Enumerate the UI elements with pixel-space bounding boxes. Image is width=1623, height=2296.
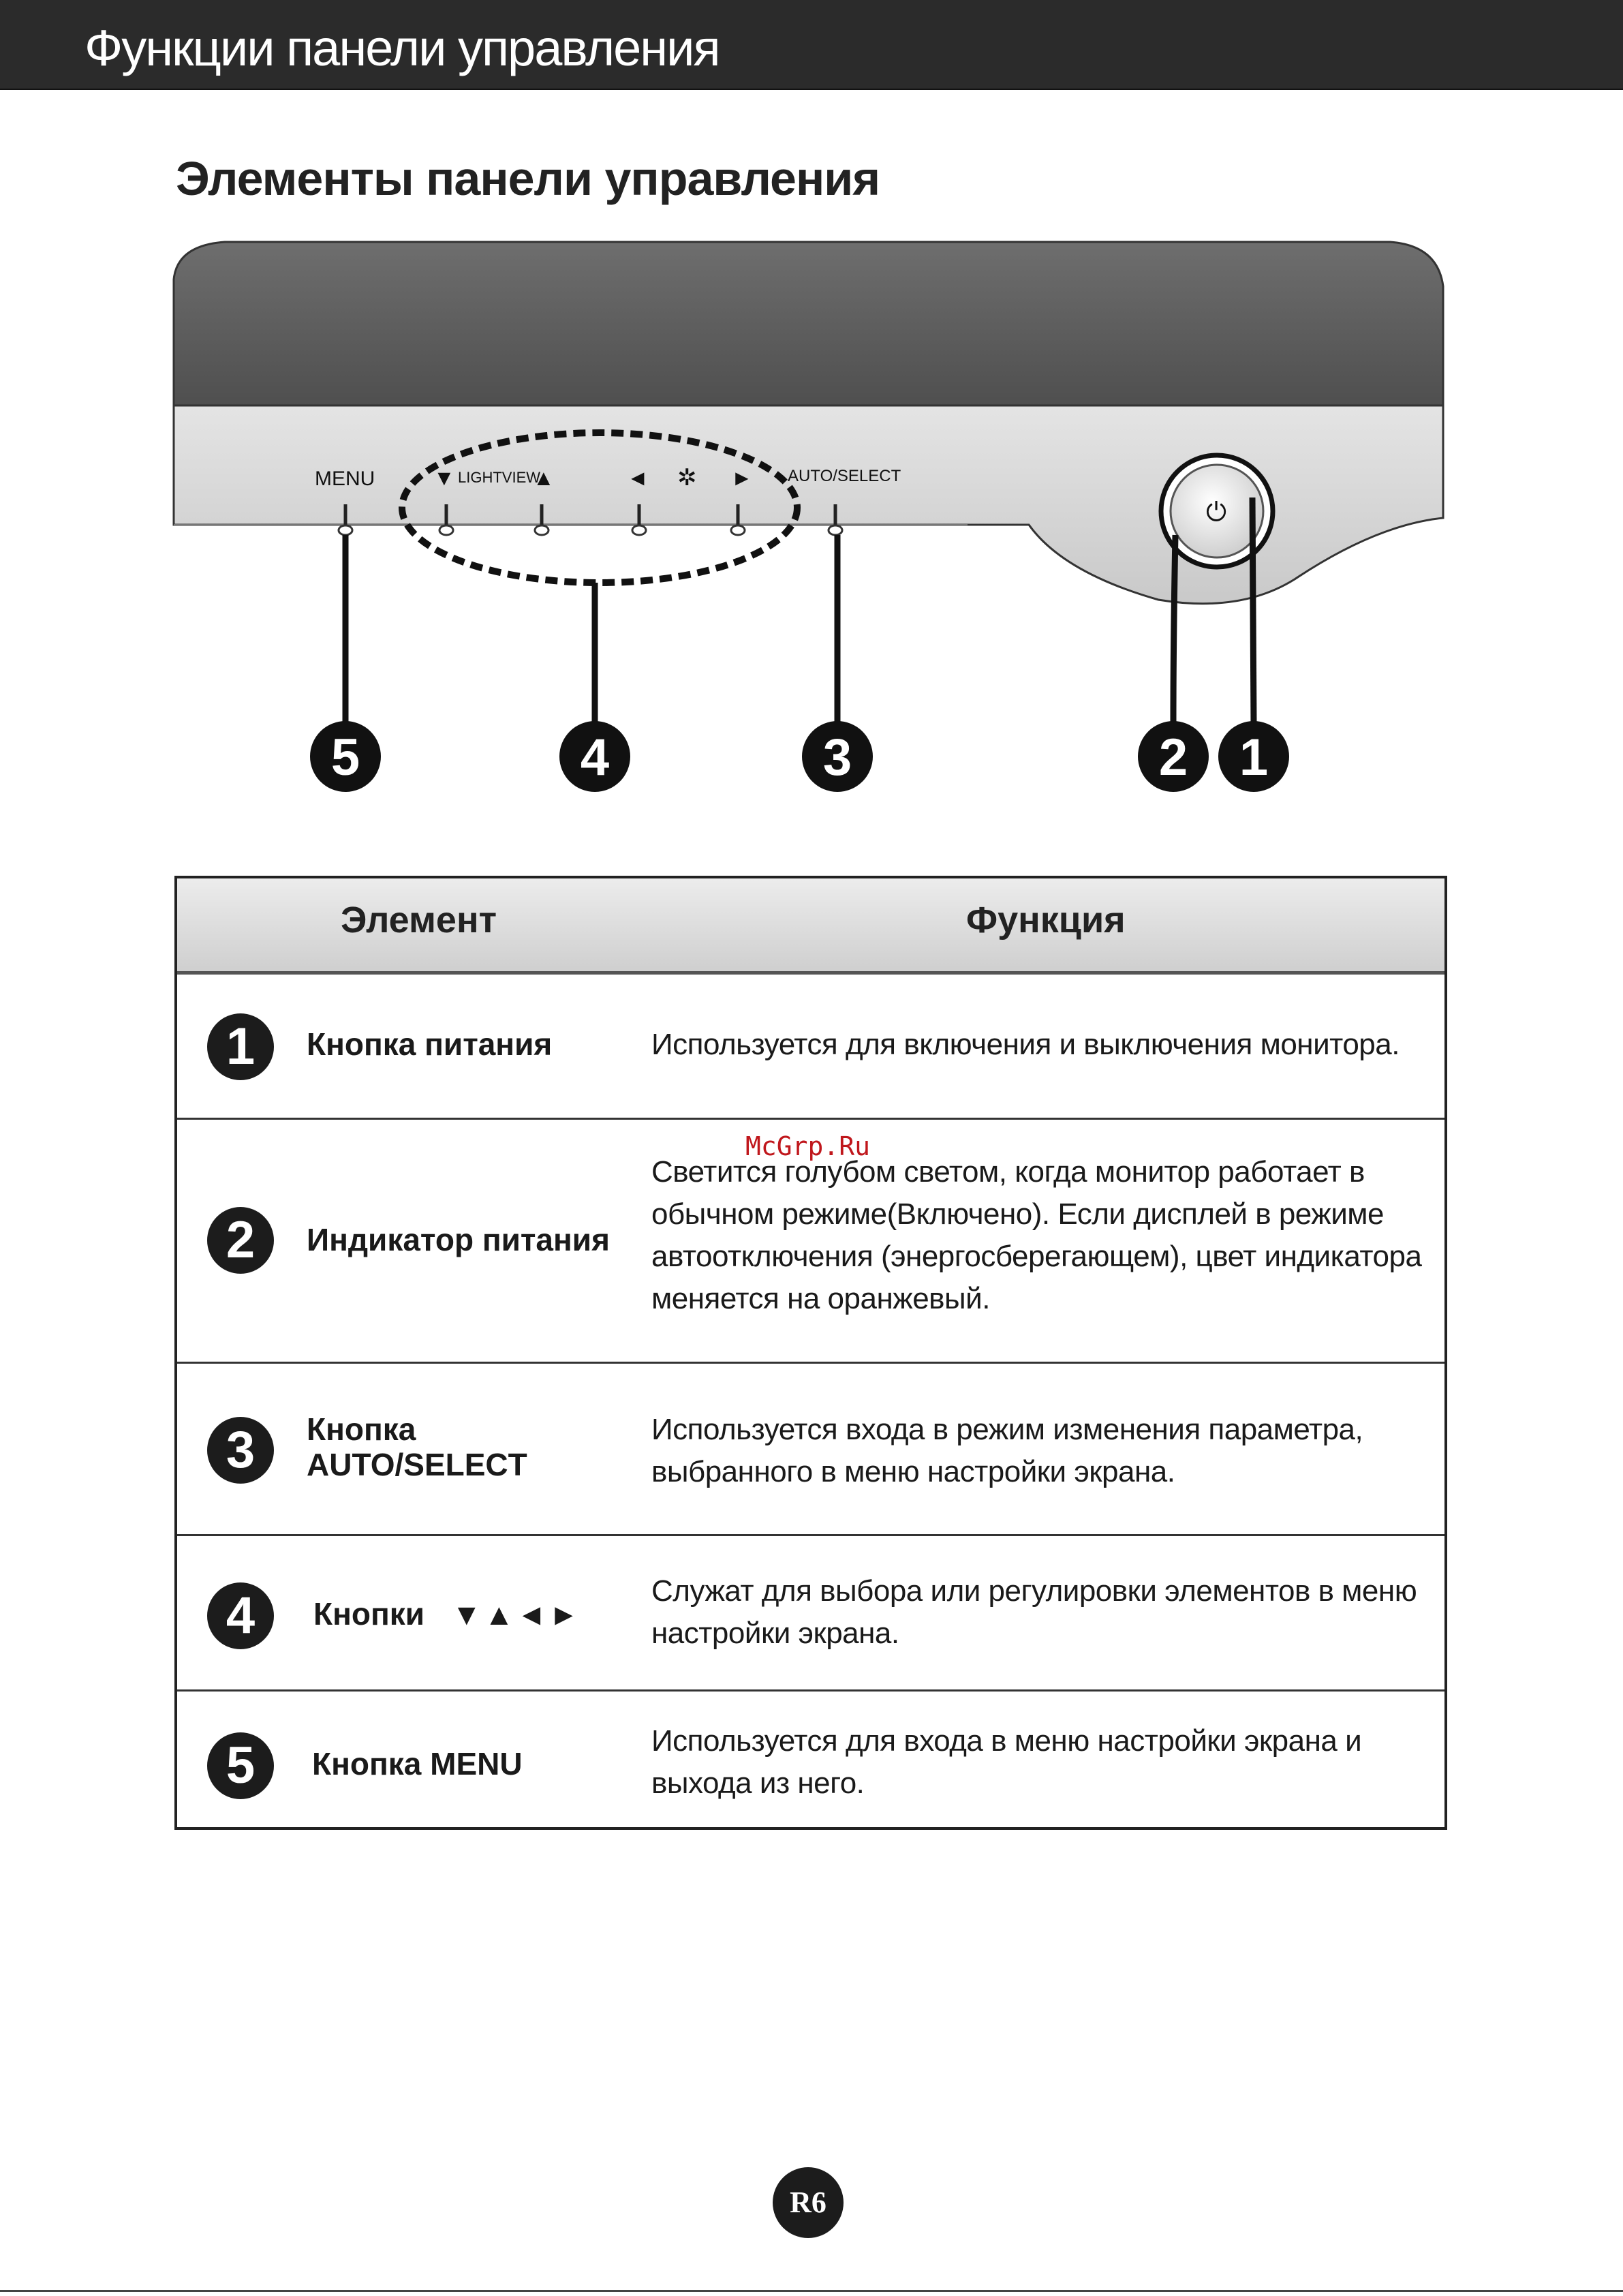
left-button	[632, 525, 646, 535]
row-number-badge: 5	[207, 1732, 274, 1799]
right-arrow-icon: ►	[731, 465, 753, 490]
table-row	[177, 1364, 1444, 1536]
column-header-function: Функция	[966, 900, 1126, 940]
callout-4: 4	[580, 729, 610, 786]
row-number-badge: 1	[207, 1013, 274, 1080]
menu-label: MENU	[315, 468, 375, 490]
row-function-text: Светится голубом светом, когда монитор работает в обычном режиме(Включено). Если дисплей в режиме автоотключения (энергосберегающем), цвет индикатора меняется на оранжевый.	[651, 1155, 1422, 1315]
table-header	[177, 878, 1444, 975]
section-title: Элементы панели управления	[176, 152, 880, 205]
auto-select-button	[829, 525, 842, 535]
table-row	[177, 1692, 1444, 1828]
control-panel-diagram	[0, 232, 1623, 818]
up-arrow-icon: ▲	[533, 465, 555, 490]
column-header-item: Элемент	[341, 900, 497, 940]
row-function-text: Используется для включения и выключения монитора.	[651, 1028, 1400, 1061]
row-item-name	[313, 1596, 581, 1633]
page-title: Функции панели управления	[84, 20, 720, 76]
left-arrow-icon: ◄	[627, 465, 649, 490]
down-arrow-icon: ▼	[433, 465, 455, 490]
callout-2: 2	[1158, 729, 1188, 786]
row-item-name-line1: Кнопка	[307, 1411, 416, 1447]
lightview-label: LIGHTVIEW	[458, 469, 541, 486]
watermark: McGrp.Ru	[745, 1131, 871, 1161]
page-number: R6	[773, 2167, 844, 2238]
monitor-bezel	[174, 242, 1443, 405]
row-function-text: Служат для выбора или регулировки элементов в меню настройки экрана.	[651, 1574, 1417, 1650]
power-icon: ⏻	[1206, 498, 1227, 527]
row-item-name: Индикатор питания	[307, 1222, 610, 1257]
callout-5: 5	[330, 729, 360, 786]
arrow-buttons-icon: ▼▲◄►	[452, 1598, 582, 1632]
row-item-name	[307, 1411, 527, 1482]
row-function-text: Используется для входа в меню настройки экрана и выхода из него.	[651, 1724, 1362, 1800]
brightness-icon: ✲	[677, 465, 697, 491]
row-item-name: Кнопка питания	[307, 1026, 553, 1062]
footer-divider	[0, 2290, 1623, 2292]
row-item-label: Кнопки	[313, 1596, 425, 1632]
callout-3: 3	[822, 729, 852, 786]
table-row	[177, 1536, 1444, 1692]
row-function-text: Используется входа в режим изменения параметра, выбранного в меню настройки экрана.	[651, 1413, 1363, 1488]
monitor-panel-illustration	[0, 232, 1623, 818]
callout-numbers	[310, 721, 1289, 792]
right-button	[731, 525, 745, 535]
row-number-badge: 3	[207, 1417, 274, 1484]
callout-1: 1	[1239, 729, 1269, 786]
functions-table	[174, 876, 1447, 1830]
header-bar	[0, 0, 1623, 90]
row-item-name: Кнопка MENU	[312, 1746, 523, 1781]
menu-button	[339, 525, 352, 535]
row-item-name-line2: AUTO/SELECT	[307, 1447, 527, 1482]
row-number-badge: 2	[207, 1207, 274, 1274]
down-button	[439, 525, 453, 535]
auto-select-label: AUTO/SELECT	[788, 467, 901, 485]
up-button	[535, 525, 548, 535]
row-number-badge: 4	[207, 1582, 274, 1649]
table-row	[177, 975, 1444, 1120]
